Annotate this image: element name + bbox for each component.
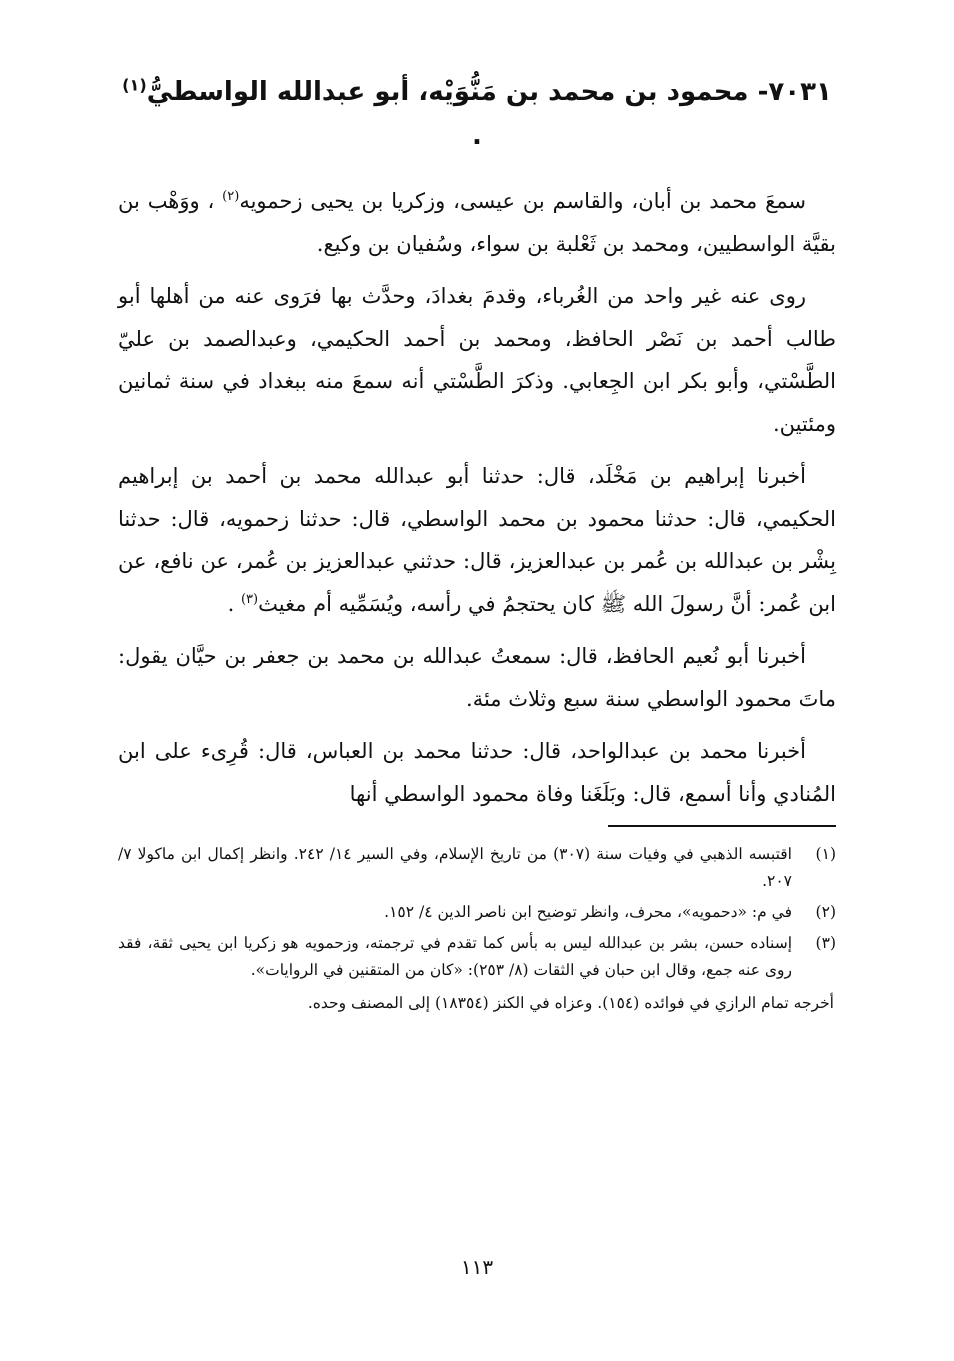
entry-title-end: .	[472, 121, 482, 151]
footnote-3-text: إسناده حسن، بشر بن عبدالله ليس به بأس كما تقدم في ترجمته، وزحمويه هو زكريا ابن يحيى ثقة، فقد روى عنه جمع، وقال ابن حبان في الثقات (٨/ ٢٥٣): «كان من المتقنين في الروايات».	[118, 934, 792, 979]
footnote-2-text: في م: «دحمويه»، محرف، وانظر توضيح ابن ناصر الدين ٤/ ١٥٢.	[384, 903, 792, 921]
footnote-ref-3: (٣)	[240, 591, 259, 607]
footnote-3-continuation: أخرجه تمام الرازي في فوائده (١٥٤). وعزاه في الكنز (١٨٣٥٤) إلى المصنف وحده.	[307, 994, 834, 1012]
page-number: ١١٣	[460, 1255, 494, 1279]
footnote-2-number: (٢)	[815, 903, 836, 921]
paragraph-1-text: سمعَ محمد بن أبان، والقاسم بن عيسى، وزكريا بن يحيى زحمويه	[239, 189, 806, 213]
paragraph-2: روى عنه غير واحد من الغُرباء، وقدمَ بغدادَ، وحدَّث بها فرَوى عنه من أهلها أبو طالب أحمد بن نَصْر الحافظ، ومحمد بن أحمد الحكيمي، وعبدالصمد بن عليّ الطَّسْتي، وأبو بكر ابن الجِعابي. وذكرَ الطَّسْتي أنه سمعَ منه ببغداد في سنة ثمانين ومئتين.	[118, 284, 836, 436]
footnote-1-number: (١)	[815, 845, 836, 863]
paragraph-1	[118, 180, 836, 265]
book-page	[118, 70, 836, 1019]
entry-title	[118, 70, 836, 158]
footnote-1	[118, 841, 836, 895]
paragraph-4: أخبرنا أبو نُعيم الحافظ، قال: سمعتُ عبدالله بن محمد بن جعفر بن حيَّان يقول: ماتَ محمود الواسطي سنة سبع وثلاث مئة.	[118, 644, 836, 711]
footnote-1-text: اقتبسه الذهبي في وفيات سنة (٣٠٧) من تاريخ الإسلام، وفي السير ١٤/ ٢٤٢. وانظر إكمال ابن ماكولا ٧/ ٢٠٧.	[118, 845, 792, 890]
paragraph-1-rest: ، ووَهْب بن بقيَّة الواسطيين، ومحمد بن ثَعْلبة بن سواء، وسُفيان بن وكيع.	[118, 189, 836, 256]
footnote-separator	[608, 825, 836, 827]
footnote-ref-1: (١)	[122, 75, 147, 95]
footnote-3-number: (٣)	[815, 934, 836, 952]
footnote-ref-2: (٢)	[222, 189, 240, 204]
paragraph-5: أخبرنا محمد بن عبدالواحد، قال: حدثنا محمد بن العباس، قال: قُرِىء على ابن المُنادي وأنا أسمع، قال: وبَلَغَنا وفاة محمود الواسطي أنها	[118, 739, 836, 806]
footnote-3	[118, 930, 836, 984]
entry-title-text: ٧٠٣١- محمود بن محمد بن مَنُّوَيْه، أبو عبدالله الواسطيُّ	[146, 77, 832, 107]
paragraph-3	[118, 455, 836, 625]
paragraph-3-end: .	[227, 591, 241, 616]
paragraph-3-text: أخبرنا إبراهيم بن مَخْلَد، قال: حدثنا أبو عبدالله محمد بن أحمد بن إبراهيم الحكيمي، قال: حدثنا محمود بن محمد الواسطي، قال: حدثنا زحمويه، قال: حدثنا بِشْر بن عبدالله بن عُمر بن عبدالعزيز، قال: حدثني عبدالعزيز بن عُمر، عن نافع، عن ابن عُمر: أنَّ رسولَ الله ﷺ كان يحتجمُ في رأسه، ويُسَمِّيه أم مغيث	[118, 464, 836, 616]
footnote-2	[118, 899, 836, 926]
